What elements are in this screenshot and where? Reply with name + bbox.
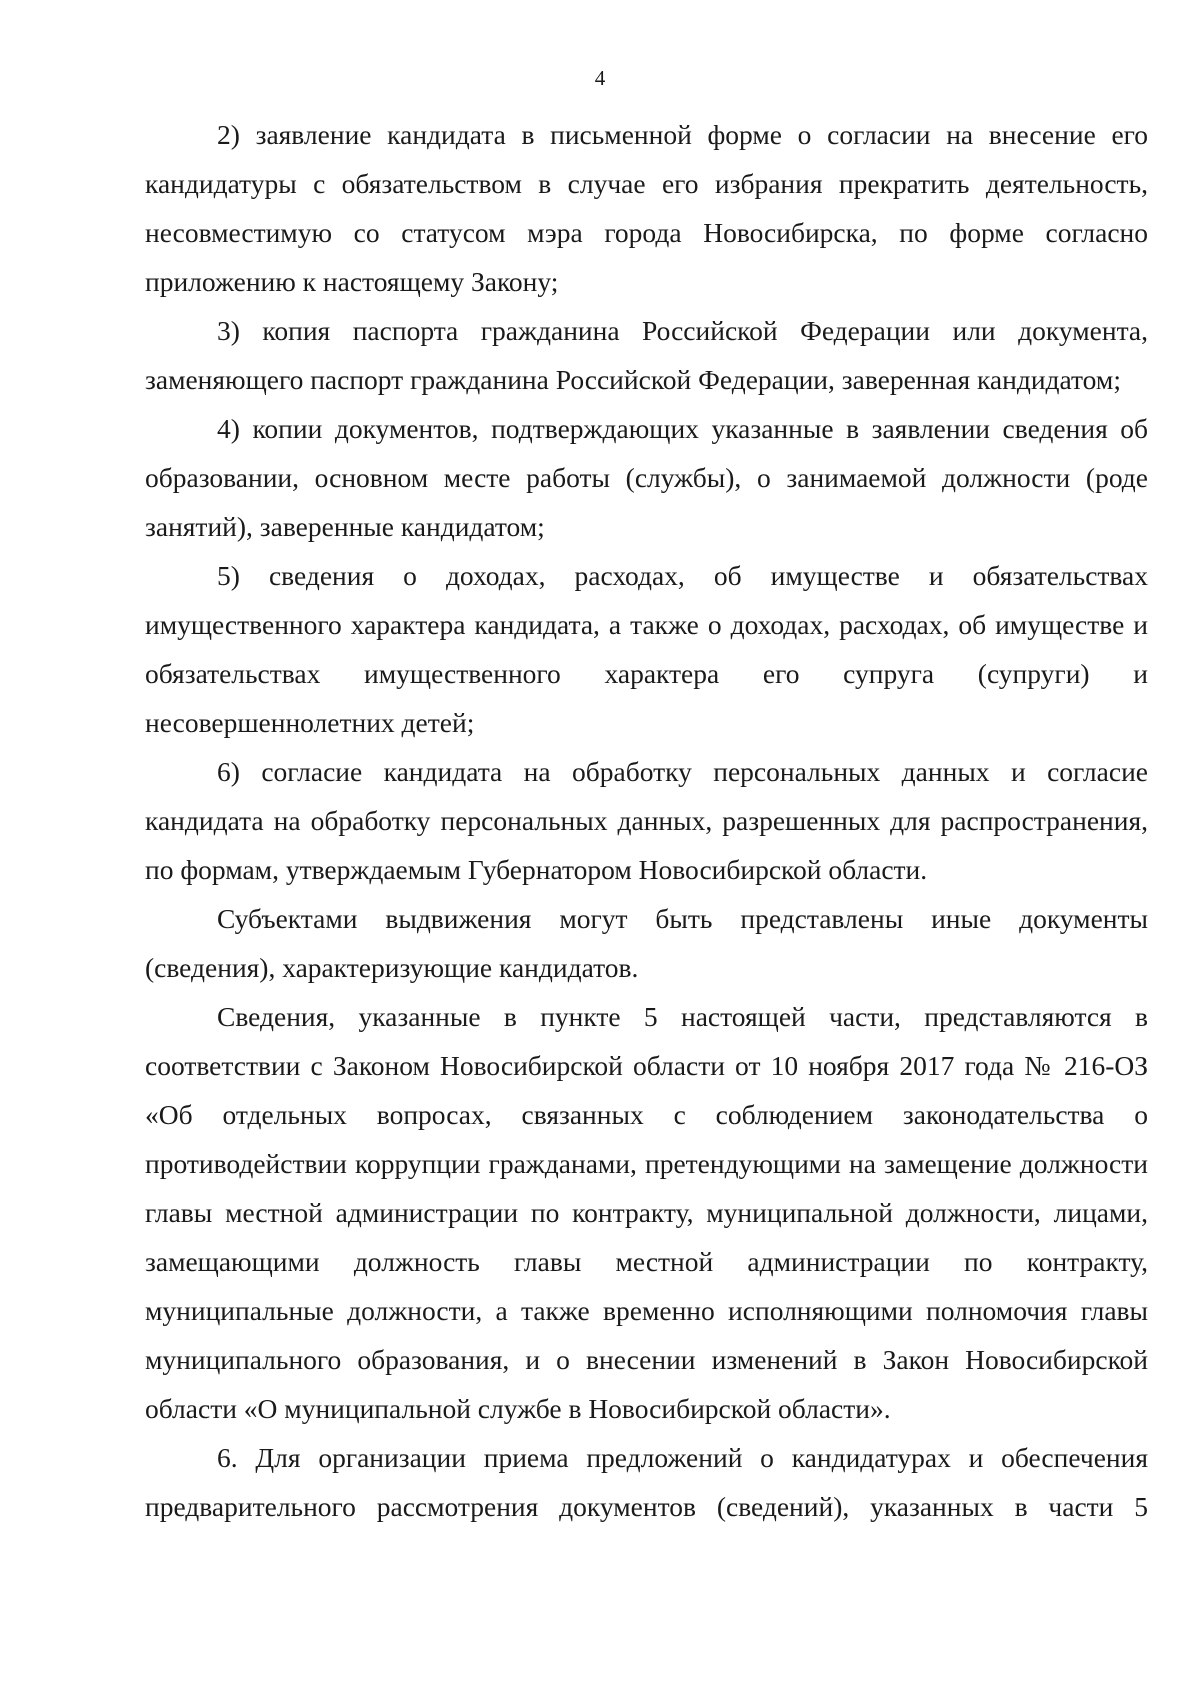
paragraph-item-4: 4) копии документов, подтверждающих указанные в заявлении сведения об образовании, основном месте работы (службы), о занимаемой должности (роде занятий), заверенные кандидатом; xyxy=(145,413,1148,542)
paragraph-item-5: 5) сведения о доходах, расходах, об имуществе и обязательствах имущественного характера кандидата, а также о доходах, расходах, об имуществе и обязательствах имущественного характера его супруга (супруги) и несовершеннолетних детей; xyxy=(145,560,1148,738)
paragraph-income-info: Сведения, указанные в пункте 5 настоящей части, представляются в соответствии с Законом Новосибирской области от 10 ноября 2017 года № 216-ОЗ «Об отдельных вопросах, связанных с соблюдением законодательства о противодействии коррупции гражданами, претендующими на замещение должности главы местной администрации по контракту, муниципальной должности, лицами, замещающими должность главы местной администрации по контракту, муниципальные должности, а также временно исполняющими полномочия главы муниципального образования, и о внесении изменений в Закон Новосибирской области «О муниципальной службе в Новосибирской области». xyxy=(145,1001,1148,1424)
paragraph-item-6: 6) согласие кандидата на обработку персональных данных и согласие кандидата на обработку персональных данных, разрешенных для распространения, по формам, утверждаемым Губернатором Новосибирской области. xyxy=(145,756,1148,885)
page-number: 4 xyxy=(594,66,606,90)
paragraph-item-2: 2) заявление кандидата в письменной форме о согласии на внесение его кандидатуры с обязательством в случае его избрания прекратить деятельность, несовместимую со статусом мэра города Новосибирска, по форме согласно приложению к настоящему Закону; xyxy=(145,119,1148,297)
paragraph-other-documents: Субъектами выдвижения могут быть представлены иные документы (сведения), характеризующие кандидатов. xyxy=(145,903,1148,983)
document-body xyxy=(145,110,1148,1531)
paragraph-part-6: 6. Для организации приема предложений о кандидатурах и обеспечения предварительного рассмотрения документов (сведений), указанных в части 5 xyxy=(145,1442,1148,1522)
paragraph-item-3: 3) копия паспорта гражданина Российской Федерации или документа, заменяющего паспорт гражданина Российской Федерации, заверенная кандидатом; xyxy=(145,315,1148,395)
